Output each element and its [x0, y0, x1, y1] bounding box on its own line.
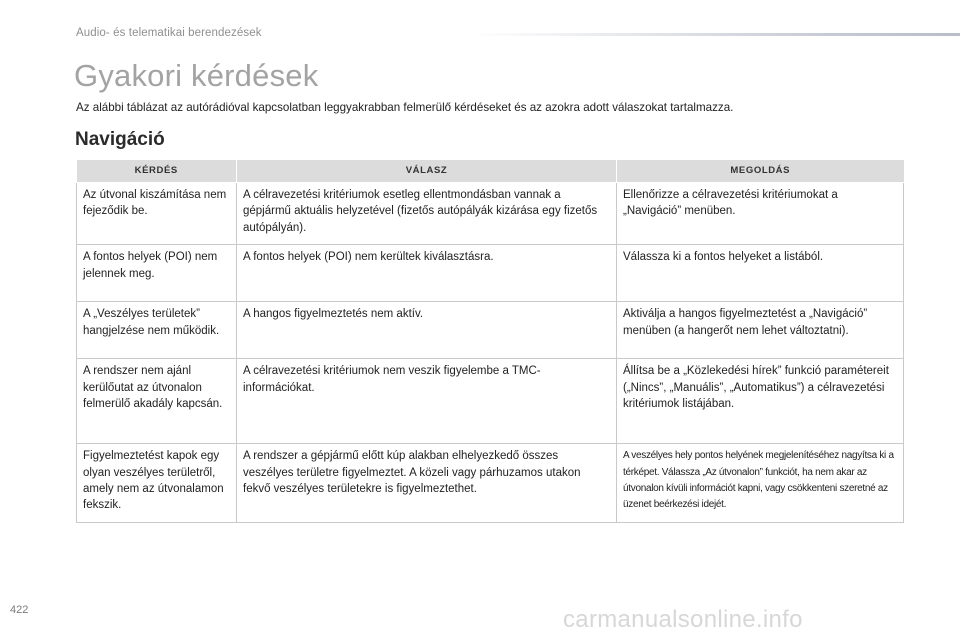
table-row	[77, 183, 904, 245]
table-row	[77, 359, 904, 444]
question-cell: A rendszer nem ajánl kerülőutat az útvonalon felmerülő akadály kapcsán.	[77, 359, 237, 444]
solution-cell: Állítsa be a „Közlekedési hírek” funkció paramétereit („Nincs”, „Manuális”, „Automatikus”) a célravezetési kritériumok listájában.	[617, 359, 904, 444]
faq-table	[76, 160, 904, 523]
solution-cell: Válassza ki a fontos helyeket a listából.	[617, 245, 904, 302]
solution-cell: Ellenőrizze a célravezetési kritériumokat a „Navigáció” menüben.	[617, 183, 904, 245]
watermark: carmanualsonline.info	[563, 606, 803, 633]
header-rule	[470, 33, 960, 36]
question-cell: A fontos helyek (POI) nem jelennek meg.	[77, 245, 237, 302]
answer-cell: A rendszer a gépjármű előtt kúp alakban elhelyezkedő összes veszélyes területre figyelmeztet. A közeli vagy párhuzamos utakon fekvő veszélyes területekre is figyelmeztethet.	[237, 444, 617, 523]
column-header-question: KÉRDÉS	[77, 160, 237, 183]
table-row	[77, 245, 904, 302]
column-header-solution: MEGOLDÁS	[617, 160, 904, 183]
solution-cell: A veszélyes hely pontos helyének megjelenítéséhez nagyítsa ki a térképet. Válassza „Az útvonalon” funkciót, ha nem akar az útvonalon kívüli információt kapni, vagy csökkenteni szeretné az üzenet beérkezési idejét.	[617, 444, 904, 523]
answer-cell: A hangos figyelmeztetés nem aktív.	[237, 302, 617, 359]
running-head: Audio- és telematikai berendezések	[76, 27, 262, 39]
question-cell: A „Veszélyes területek” hangjelzése nem működik.	[77, 302, 237, 359]
table-header-row	[77, 160, 904, 183]
page-number: 422	[10, 604, 29, 616]
section-title: Navigáció	[75, 129, 165, 150]
column-header-answer: VÁLASZ	[237, 160, 617, 183]
answer-cell: A fontos helyek (POI) nem kerültek kiválasztásra.	[237, 245, 617, 302]
solution-cell: Aktiválja a hangos figyelmeztetést a „Navigáció” menüben (a hangerőt nem lehet változtatni).	[617, 302, 904, 359]
table-row	[77, 444, 904, 523]
question-cell: Az útvonal kiszámítása nem fejeződik be.	[77, 183, 237, 245]
question-cell: Figyelmeztetést kapok egy olyan veszélyes területről, amely nem az útvonalamon fekszik.	[77, 444, 237, 523]
page-title: Gyakori kérdések	[74, 58, 319, 93]
answer-cell: A célravezetési kritériumok nem veszik figyelembe a TMC-információkat.	[237, 359, 617, 444]
table-row	[77, 302, 904, 359]
answer-cell: A célravezetési kritériumok esetleg ellentmondásban vannak a gépjármű aktuális helyzetével (fizetős autópályák kizárása egy fizetős autópályán).	[237, 183, 617, 245]
intro-paragraph: Az alábbi táblázat az autórádióval kapcsolatban leggyakrabban felmerülő kérdéseket és az azokra adott válaszokat tartalmazza.	[76, 101, 734, 114]
